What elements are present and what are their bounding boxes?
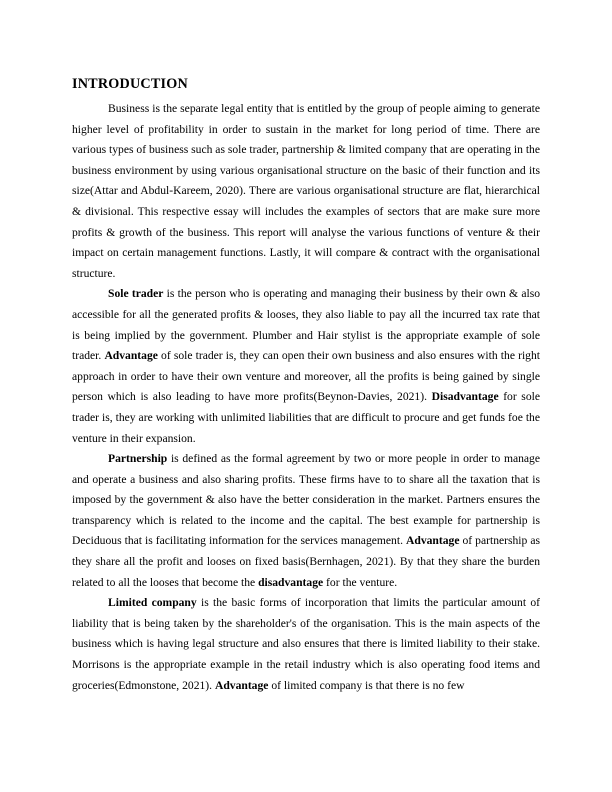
partnership-paragraph <box>72 449 540 593</box>
limited-company-advantage-label: Advantage <box>214 678 269 692</box>
sole-trader-paragraph <box>72 284 540 449</box>
partnership-text-2: of partnership as they share all the profit and looses on fixed basis(Bernhagen, 2021). By that they share the burden related to all the looses that become the <box>72 534 540 589</box>
sole-trader-text-1: is the person who is operating and managing their business by their own & also accessible for all the generated profits & looses, they also liable to pay all the incurred tax rate that is being implied by the government. Plumber and Hair stylist is the appropriate example of sole trader. <box>72 287 540 363</box>
sole-trader-advantage-label: Advantage <box>104 349 158 363</box>
limited-company-text-1: is the basic forms of incorporation that limits the particular amount of liability that is being taken by the shareholder's of the organisation. This is the main aspects of the business which is having legal structure and also ensures that there is limited liability to their stake. Morrisons is the appropriate example in the retail industry which is also operating food items and groceries(Edmonstone, 2021). <box>72 596 540 692</box>
partnership-disadvantage-label: disadvantage <box>258 575 324 589</box>
limited-company-term: Limited company <box>108 596 197 610</box>
sole-trader-term: Sole trader <box>108 287 164 301</box>
partnership-text-3: for the venture. <box>323 575 398 589</box>
limited-company-paragraph <box>72 593 540 696</box>
section-heading: INTRODUCTION <box>72 76 188 92</box>
sole-trader-text-2: of sole trader is, they can open their own business and also ensures with the right approach in order to have their own venture and moreover, all the profits is being gained by single person which is also leading to have more profits(Beynon-Davies, 2021). <box>72 349 540 404</box>
sole-trader-text-3: for sole trader is, they are working with unlimited liabilities that are difficult to procure and get funds foe the venture in their expansion. <box>72 390 540 445</box>
sole-trader-disadvantage-label: Disadvantage <box>431 390 499 404</box>
intro-paragraph: Business is the separate legal entity that is entitled by the group of people aiming to generate higher level of profitability in order to sustain in the market for long period of time. There are various types of business such as sole trader, partnership & limited company that are operating in the business environment by using various organisational structure on the basic of their function and its size(Attar and Abdul-Kareem, 2020). There are various organisational structure are flat, hierarchical & divisional. This respective essay will includes the examples of sectors that are make sure more profits & growth of the business. This report will analyse the various functions of venture & their impact on certain management functions. Lastly, it will compare & contract with the organisational structure. <box>72 102 540 280</box>
partnership-text-1: is defined as the formal agreement by two or more people in order to manage and operate a business and also sharing profits. These firms have to to share all the taxation that is imposed by the government & also have the better consideration in the market. Partners ensures the transparency which is related to the income and the capital. The best example for partnership is Deciduous that is facilitating information for the services management. <box>72 452 540 548</box>
document-page <box>72 76 540 696</box>
limited-company-text-2: of limited company is that there is no few <box>268 678 465 692</box>
partnership-advantage-label: Advantage <box>406 534 460 548</box>
partnership-term: Partnership <box>108 452 168 466</box>
